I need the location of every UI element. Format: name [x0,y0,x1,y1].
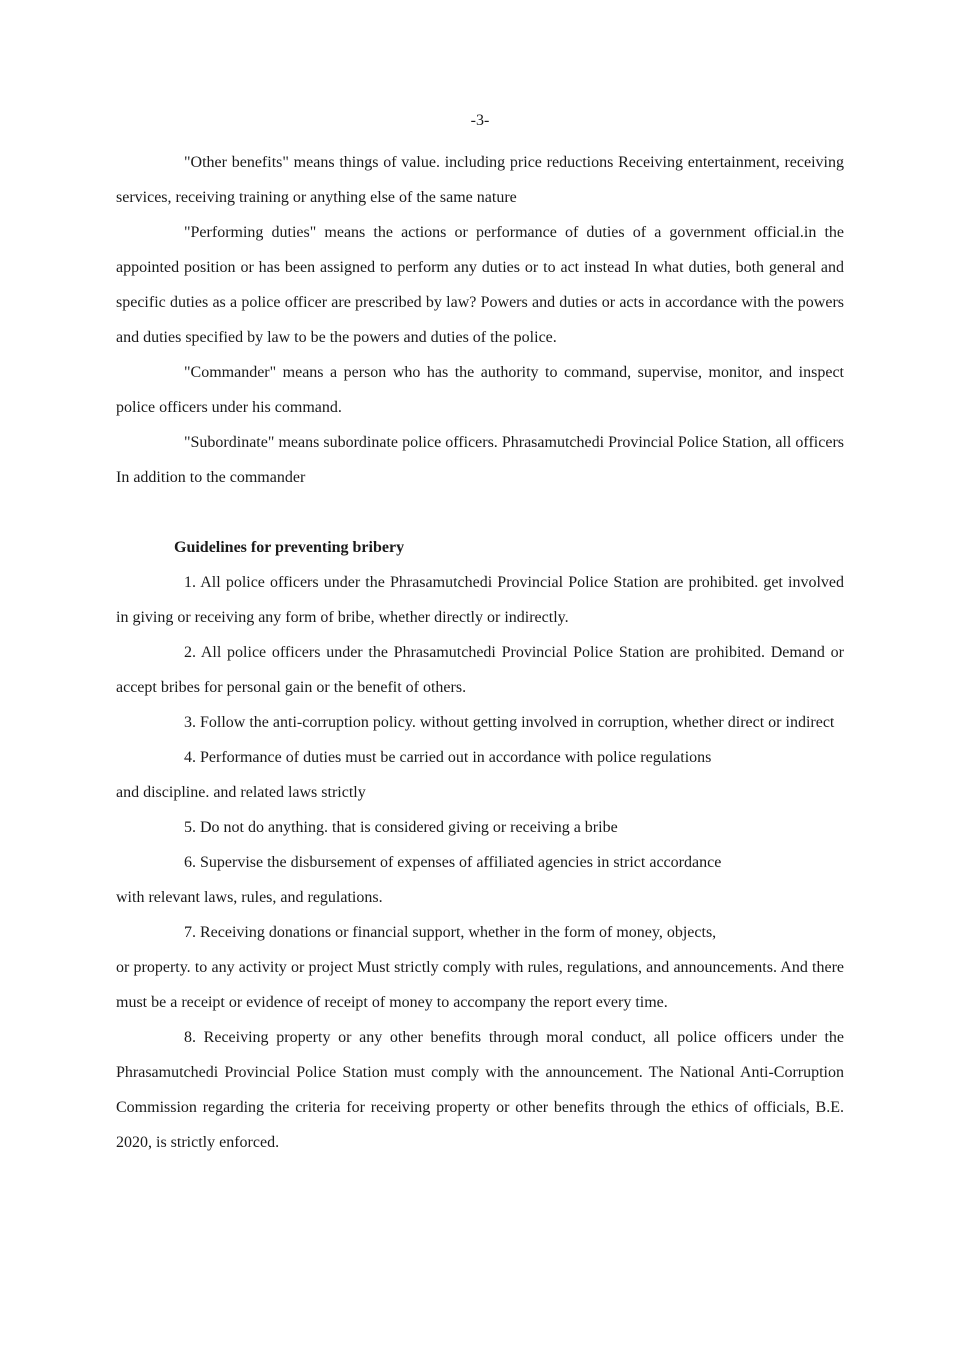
guideline-item-2: 2. All police officers under the Phrasamutchedi Provincial Police Station are prohibited. Demand or accept bribes for personal gain or the benefit of others. [116,644,844,696]
guideline-item-6 [116,845,844,915]
page-content [116,145,844,1160]
section-spacer [116,495,844,530]
guideline-item-7 [116,915,844,1020]
guideline-item-3: 3. Follow the anti-corruption policy. without getting involved in corruption, whether direct or indirect [184,714,835,731]
definition-performing-duties: "Performing duties" means the actions or performance of duties of a government official.in the appointed position or has been assigned to perform any duties or to act instead In what duties, both general and specific duties as a police officer are prescribed by law? Powers and duties or acts in accordance with the powers and duties specified by law to be the powers and duties of the police. [116,224,844,346]
guideline-item-7-line-1: 7. Receiving donations or financial support, whether in the form of money, objects, [184,924,717,941]
guideline-item-1: 1. All police officers under the Phrasamutchedi Provincial Police Station are prohibited. get involved in giving or receiving any form of bribe, whether directly or indirectly. [116,574,844,626]
definition-commander: "Commander" means a person who has the authority to command, supervise, monitor, and inspect police officers under his command. [116,364,844,416]
section-heading: Guidelines for preventing bribery [174,539,405,556]
guideline-item-8: 8. Receiving property or any other benefits through moral conduct, all police officers under the Phrasamutchedi Provincial Police Station must comply with the announcement. The National Anti-Corruption Commission regarding the criteria for receiving property or other benefits through the ethics of officials, B.E. 2020, is strictly enforced. [116,1029,844,1151]
guideline-item-7-rest: or property. to any activity or project Must strictly comply with rules, regulations, and announcements. And there must be a receipt or evidence of receipt of money to accompany the report every time. [116,959,844,1011]
guideline-item-4-line-1: 4. Performance of duties must be carried out in accordance with police regulations [184,749,712,766]
definition-other-benefits: "Other benefits" means things of value. including price reductions Receiving entertainment, receiving services, receiving training or anything else of the same nature [116,154,844,206]
guideline-item-6-line-2: with relevant laws, rules, and regulations. [116,889,383,906]
guideline-item-5: 5. Do not do anything. that is considered giving or receiving a bribe [184,819,618,836]
page-number: -3- [470,112,490,129]
guideline-item-4-line-2: and discipline. and related laws strictly [116,784,366,801]
definition-subordinate: "Subordinate" means subordinate police officers. Phrasamutchedi Provincial Police Station, all officers In addition to the commander [116,434,844,486]
guideline-item-6-line-1: 6. Supervise the disbursement of expenses of affiliated agencies in strict accordance [184,854,722,871]
guideline-item-4 [116,740,844,810]
